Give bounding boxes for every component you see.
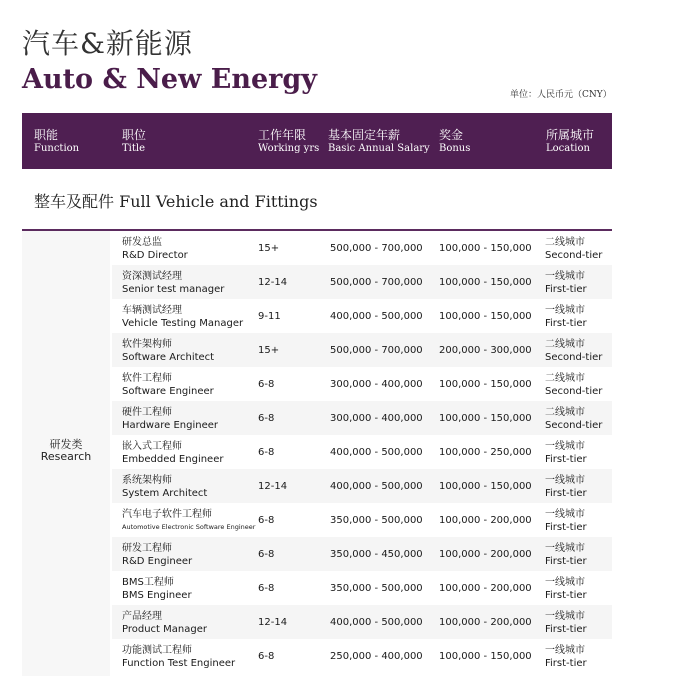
location-cell xyxy=(545,406,602,432)
category-label-en: Research xyxy=(40,450,92,463)
working-yrs-cell: 6-8 xyxy=(258,447,275,458)
location-cell xyxy=(545,338,602,364)
job-title-en: Product Manager xyxy=(122,624,207,635)
location-en: First-tier xyxy=(545,590,587,601)
job-title-en: System Architect xyxy=(122,488,208,499)
location-cell xyxy=(545,508,587,534)
location-cell xyxy=(545,474,587,500)
section-title: 整车及配件 Full Vehicle and Fittings xyxy=(34,192,318,211)
working-yrs-cell: 6-8 xyxy=(258,651,275,662)
location-cell xyxy=(545,644,587,670)
job-title-en: Senior test manager xyxy=(122,284,225,295)
location-en: First-tier xyxy=(545,556,587,567)
bonus-cell: 100,000 - 200,000 xyxy=(439,515,532,526)
location-en: First-tier xyxy=(545,522,587,533)
job-title-en: Automotive Electronic Software Engineer xyxy=(122,523,256,531)
location-cell xyxy=(545,610,587,636)
bonus-cell: 100,000 - 150,000 xyxy=(439,243,532,254)
working-yrs-cell: 12-14 xyxy=(258,277,288,288)
location-en: First-tier xyxy=(545,624,587,635)
column-header-title: 职位 Title xyxy=(122,128,147,154)
job-title-cn: 嵌入式工程师 xyxy=(122,441,182,452)
bonus-cell: 100,000 - 150,000 xyxy=(439,413,532,424)
bonus-cell: 100,000 - 150,000 xyxy=(439,651,532,662)
job-title-cn: 车辆测试经理 xyxy=(122,305,182,316)
location-cn: 一线城市 xyxy=(545,543,585,554)
location-cell xyxy=(545,542,587,568)
table-row xyxy=(112,469,612,503)
location-cn: 一线城市 xyxy=(545,475,585,486)
location-cell xyxy=(545,304,587,330)
location-cell xyxy=(545,236,602,262)
job-title-en: Software Engineer xyxy=(122,386,214,397)
location-en: Second-tier xyxy=(545,420,603,431)
job-title-cell xyxy=(122,508,255,534)
location-cn: 二线城市 xyxy=(545,373,585,384)
page-title-en: Auto & New Energy xyxy=(22,64,317,95)
location-cn: 二线城市 xyxy=(545,237,585,248)
bonus-cell: 100,000 - 150,000 xyxy=(439,277,532,288)
job-title-cell xyxy=(122,610,207,636)
location-cn: 一线城市 xyxy=(545,645,585,656)
table-row xyxy=(112,435,612,469)
location-cell xyxy=(545,270,587,296)
job-title-cn: 软件架构师 xyxy=(122,339,172,350)
table-row xyxy=(112,605,612,639)
column-header-salary: 基本固定年薪 Basic Annual Salary xyxy=(328,128,430,154)
bonus-cell: 100,000 - 200,000 xyxy=(439,617,532,628)
job-title-en: BMS Engineer xyxy=(122,590,192,601)
location-en: First-tier xyxy=(545,284,587,295)
job-title-cn: 硬件工程师 xyxy=(122,407,172,418)
job-title-en: Software Architect xyxy=(122,352,215,363)
location-en: Second-tier xyxy=(545,386,603,397)
job-title-cn: 研发工程师 xyxy=(122,543,172,554)
table-row xyxy=(112,299,612,333)
job-title-en: Function Test Engineer xyxy=(122,658,236,669)
location-cn: 一线城市 xyxy=(545,305,585,316)
table-row xyxy=(112,537,612,571)
job-title-cn: 汽车电子软件工程师 xyxy=(122,509,212,520)
bonus-cell: 100,000 - 150,000 xyxy=(439,481,532,492)
job-title-cn: 系统架构师 xyxy=(122,475,172,486)
job-title-en: R&D Engineer xyxy=(122,556,193,567)
job-title-cn: BMS工程师 xyxy=(122,577,174,588)
salary-cell: 500,000 - 700,000 xyxy=(330,277,423,288)
job-title-cell xyxy=(122,372,214,398)
job-title-cell xyxy=(122,576,192,602)
job-title-en: Embedded Engineer xyxy=(122,454,224,465)
location-en: Second-tier xyxy=(545,250,603,261)
location-en: First-tier xyxy=(545,488,587,499)
table-row xyxy=(112,401,612,435)
bonus-cell: 100,000 - 150,000 xyxy=(439,379,532,390)
location-cn: 二线城市 xyxy=(545,339,585,350)
job-title-cell xyxy=(122,542,192,568)
working-yrs-cell: 6-8 xyxy=(258,549,275,560)
table-row xyxy=(112,639,612,673)
job-title-cell xyxy=(122,406,218,432)
salary-cell: 350,000 - 500,000 xyxy=(330,583,423,594)
location-cell xyxy=(545,576,587,602)
bonus-cell: 200,000 - 300,000 xyxy=(439,345,532,356)
job-title-cn: 软件工程师 xyxy=(122,373,172,384)
location-cn: 一线城市 xyxy=(545,509,585,520)
salary-cell: 400,000 - 500,000 xyxy=(330,481,423,492)
salary-cell: 300,000 - 400,000 xyxy=(330,413,423,424)
job-title-en: Vehicle Testing Manager xyxy=(122,318,244,329)
column-header-working-yrs: 工作年限 Working yrs xyxy=(258,128,320,154)
job-title-cell xyxy=(122,270,224,296)
location-cn: 一线城市 xyxy=(545,271,585,282)
salary-cell: 400,000 - 500,000 xyxy=(330,617,423,628)
salary-cell: 500,000 - 700,000 xyxy=(330,243,423,254)
location-en: First-tier xyxy=(545,658,587,669)
working-yrs-cell: 15+ xyxy=(258,243,280,254)
table-row xyxy=(112,367,612,401)
location-en: First-tier xyxy=(545,454,587,465)
job-title-cn: 研发总监 xyxy=(122,237,162,248)
salary-cell: 400,000 - 500,000 xyxy=(330,311,423,322)
job-title-en: R&D Director xyxy=(122,250,188,261)
working-yrs-cell: 6-8 xyxy=(258,413,275,424)
job-title-en: Hardware Engineer xyxy=(122,420,218,431)
job-title-cell xyxy=(122,474,207,500)
location-cell xyxy=(545,372,602,398)
working-yrs-cell: 12-14 xyxy=(258,481,288,492)
location-cn: 一线城市 xyxy=(545,611,585,622)
table-body xyxy=(112,231,612,673)
bonus-cell: 100,000 - 200,000 xyxy=(439,549,532,560)
working-yrs-cell: 6-8 xyxy=(258,515,275,526)
working-yrs-cell: 12-14 xyxy=(258,617,288,628)
job-title-cell xyxy=(122,440,223,466)
location-cell xyxy=(545,440,587,466)
location-cn: 一线城市 xyxy=(545,577,585,588)
page-title-cn: 汽车&新能源 xyxy=(22,27,193,60)
salary-cell: 250,000 - 400,000 xyxy=(330,651,423,662)
working-yrs-cell: 6-8 xyxy=(258,379,275,390)
salary-cell: 300,000 - 400,000 xyxy=(330,379,423,390)
table-row xyxy=(112,503,612,537)
salary-cell: 350,000 - 500,000 xyxy=(330,515,423,526)
column-header-function: 职能 Function xyxy=(34,128,80,154)
salary-cell: 350,000 - 450,000 xyxy=(330,549,423,560)
column-header-bonus: 奖金 Bonus xyxy=(439,128,471,154)
location-cn: 一线城市 xyxy=(545,441,585,452)
job-title-cell xyxy=(122,338,214,364)
working-yrs-cell: 15+ xyxy=(258,345,280,356)
location-en: First-tier xyxy=(545,318,587,329)
bonus-cell: 100,000 - 200,000 xyxy=(439,583,532,594)
category-label-cn: 研发类 xyxy=(49,438,83,451)
table-row xyxy=(112,571,612,605)
table-row xyxy=(112,265,612,299)
salary-cell: 400,000 - 500,000 xyxy=(330,447,423,458)
bonus-cell: 100,000 - 150,000 xyxy=(439,311,532,322)
job-title-cn: 资深测试经理 xyxy=(122,271,182,282)
bonus-cell: 100,000 - 250,000 xyxy=(439,447,532,458)
job-title-cell xyxy=(122,644,235,670)
currency-unit-note: 单位：人民币元（CNY） xyxy=(510,90,612,100)
job-title-cn: 功能测试工程师 xyxy=(122,645,192,656)
table-header xyxy=(22,113,612,169)
location-cn: 二线城市 xyxy=(545,407,585,418)
table-row xyxy=(112,231,612,265)
salary-cell: 500,000 - 700,000 xyxy=(330,345,423,356)
job-title-cell xyxy=(122,236,188,262)
table-row xyxy=(112,333,612,367)
location-en: Second-tier xyxy=(545,352,603,363)
column-header-location: 所属城市 Location xyxy=(546,128,595,154)
category-cell xyxy=(22,231,110,676)
job-title-cell xyxy=(122,304,243,330)
job-title-cn: 产品经理 xyxy=(122,611,162,622)
working-yrs-cell: 6-8 xyxy=(258,583,275,594)
working-yrs-cell: 9-11 xyxy=(258,311,281,322)
